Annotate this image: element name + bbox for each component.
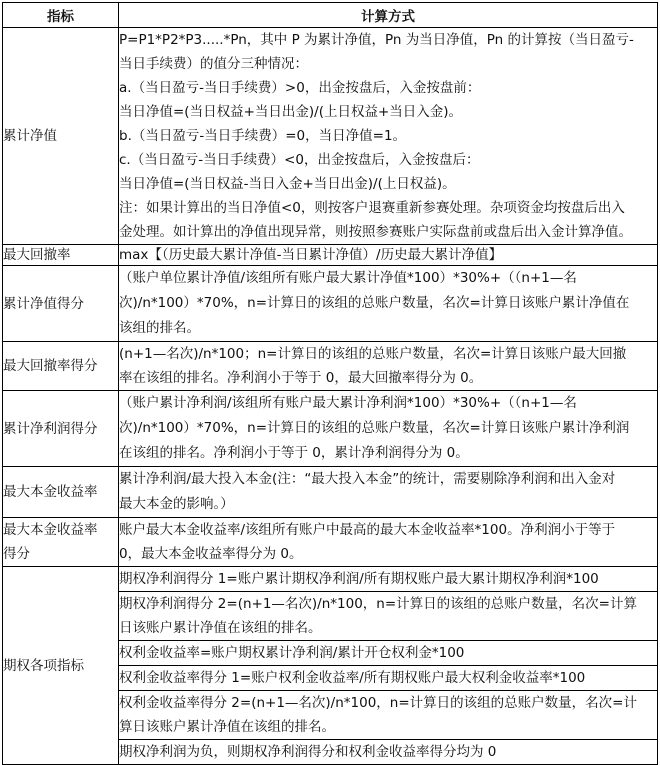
table-row-cumulative-nav: [3, 28, 658, 245]
method-cell: [119, 245, 658, 266]
indicator-formula-table: [2, 2, 658, 765]
method-line: 账户最大本金收益率/该组所有账户中最高的最大本金收益率*100。净利润小于等于: [119, 522, 616, 538]
method-line: 期权净利润得分 1=账户累计期权净利润/所有期权账户最大累计期权净利润*100: [119, 571, 599, 587]
indicator-cell-options: [3, 567, 119, 765]
method-line: 权利金收益率=账户期权累计净利润/累计开仓权利金*100: [119, 645, 465, 661]
table-row-max-drawdown-score: [3, 342, 658, 391]
method-line: c.（当日盈亏-当日手续费）<0，出金按盘后，入金按盘后：: [119, 152, 480, 168]
indicator-label: 最大回撤率得分: [3, 358, 98, 374]
method-line: 该组的排名。: [119, 320, 200, 336]
indicator-cell: [3, 342, 119, 391]
table-row-max-principal-return: [3, 467, 658, 518]
method-line: 当日手续费）的值分三种情况：: [119, 56, 308, 72]
method-line: max【（历史最大累计净值-当日累计净值）/历史最大累计净值】: [119, 247, 503, 263]
indicator-cell: [3, 391, 119, 467]
table-row-max-drawdown: [3, 245, 658, 266]
indicator-cell: [3, 467, 119, 518]
method-line: 金处理。如计算出的净值出现异常，则按照参赛账户实际盘前或盘后出入金计算净值。: [119, 224, 632, 240]
method-line: （账户单位累计净值/该组所有账户最大累计净值*100）*30%+（（n+1—名: [119, 270, 577, 286]
method-line: 累计净利润/最大投入本金(注：“最大投入本金”的统计，需要剔除净利润和出入金对: [119, 471, 616, 487]
method-line: 在该组的排名。净利润小于等于 0，累计净利润得分为 0。: [119, 445, 469, 461]
method-cell: [119, 641, 658, 666]
table-row-max-principal-return-score: [3, 518, 658, 567]
method-line: 权利金收益率得分 1=账户权利金收益率/所有期权账户最大权利金收益率*100: [119, 670, 586, 686]
method-cell: [119, 266, 658, 342]
method-cell: [119, 467, 658, 518]
indicator-label: 期权各项指标: [3, 657, 84, 674]
method-cell: [119, 592, 658, 641]
table-row-option-item: [3, 567, 658, 592]
method-cell: [119, 740, 658, 765]
indicator-cell: [3, 245, 119, 266]
method-line: 次)/n*100）*70%，n=计算日的该组的总账户数量，名次=计算日该账户累计净值在: [119, 295, 630, 311]
table-row-cumulative-profit-score: [3, 391, 658, 467]
method-cell: [119, 691, 658, 740]
method-line: 率在该组的排名。净利润小于等于 0，最大回撤率得分为 0。: [119, 370, 483, 386]
method-line: 算日该账户累计净值在该组的排名。: [119, 719, 335, 735]
method-line: 日该账户累计净值在该组的排名。: [119, 620, 322, 636]
method-line: 当日净值=(当日权益+当日出金)/(上日权益+当日入金)。: [119, 104, 463, 120]
indicator-label: 累计净值: [3, 128, 57, 144]
method-cell: [119, 518, 658, 567]
indicator-label: 最大回撤率: [3, 247, 71, 263]
method-line: 最大本金的影响。）: [119, 496, 234, 512]
indicator-label: 累计净值得分: [3, 295, 84, 312]
table-row-cumulative-nav-score: [3, 266, 658, 342]
method-line: 当日净值=(当日权益-当日入金+当日出金)/(上日权益)。: [119, 176, 456, 192]
header-indicator: 指标: [3, 3, 119, 28]
method-cell: [119, 567, 658, 592]
method-cell: [119, 391, 658, 467]
method-line: P=P1*P2*P3.....*Pn，其中 P 为累计净值，Pn 为当日净值，Pn 的计算按（当日盈亏-: [119, 32, 634, 48]
indicator-cell: [3, 518, 119, 567]
header-row: [3, 3, 658, 28]
method-line: b.（当日盈亏-当日手续费）=0，当日净值=1。: [119, 128, 407, 144]
indicator-cell: [3, 28, 119, 245]
method-cell: [119, 342, 658, 391]
method-line: 次)/n*100）*70%，n=计算日的该组的总账户数量，名次=计算日该账户累计净利润: [119, 420, 630, 436]
method-cell: [119, 666, 658, 691]
header-method: 计算方式: [119, 3, 658, 28]
method-line: 期权净利润得分 2=(n+1—名次)/n*100，n=计算日的该组的总账户数量，名次=计算: [119, 596, 637, 612]
method-line: 期权净利润为负，则期权净利润得分和权利金收益率得分均为 0: [119, 744, 497, 760]
method-line: a.（当日盈亏-当日手续费）>0，出金按盘后，入金按盘前：: [119, 80, 481, 96]
indicator-cell: [3, 266, 119, 342]
indicator-label: 得分: [3, 546, 30, 562]
indicator-label: 最大本金收益率: [3, 522, 98, 538]
method-line: (n+1—名次)/n*100；n=计算日的该组的总账户数量，名次=计算日该账户最大回撤: [119, 346, 627, 362]
indicator-label: 最大本金收益率: [3, 484, 98, 500]
method-cell: [119, 28, 658, 245]
method-line: 注：如果计算出的当日净值<0，则按客户退赛重新参赛处理。杂项资金均按盘后出入: [119, 200, 625, 216]
method-line: （账户累计净利润/该组所有账户最大累计净利润*100）*30%+（（n+1—名: [119, 395, 577, 411]
indicator-label: 累计净利润得分: [3, 420, 98, 437]
method-line: 0，最大本金收益率得分为 0。: [119, 546, 303, 562]
method-line: 权利金收益率得分 2=(n+1—名次)/n*100，n=计算日的该组的总账户数量，名次=计: [119, 695, 637, 711]
